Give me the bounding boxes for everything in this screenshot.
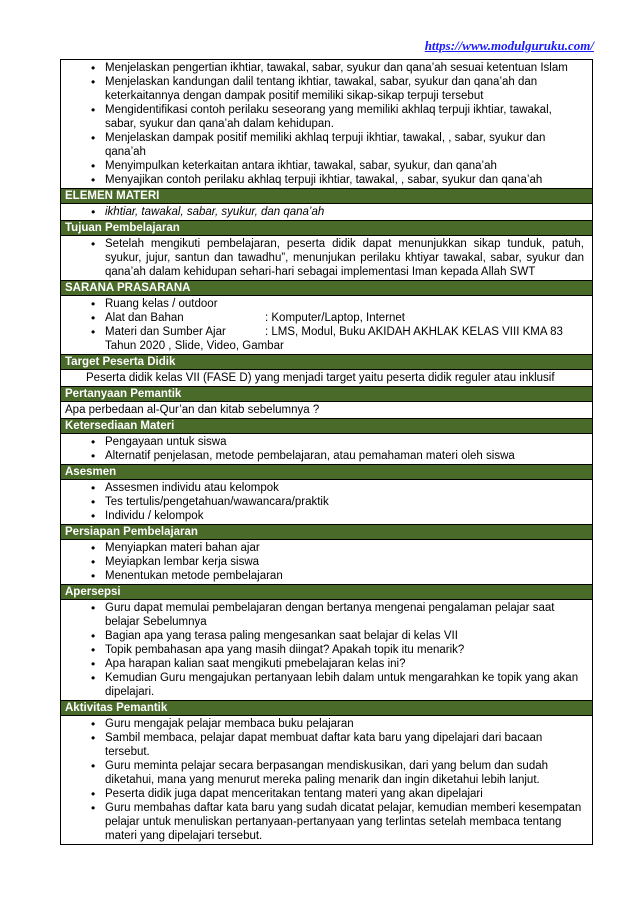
section-heading-pertanyaan: Pertanyaan Pemantik	[61, 386, 592, 401]
list-item: • Ruang kelas / outdoor	[65, 297, 588, 311]
persiapan-section	[61, 539, 592, 584]
list-item: • Pengayaan untuk siswa	[65, 435, 588, 449]
list-item: • Menjelaskan dampak positif memiliki akhlaq terpuji ikhtiar, tawakal, , sabar, syukur dan qana’ah	[65, 131, 588, 159]
materi-value: : LMS, Modul, Buku AKIDAH AKHLAK KELAS VIII KMA 83	[265, 326, 563, 338]
section-heading-elemen-materi: ELEMEN MATERI	[61, 188, 592, 203]
alat-label: • Alat dan Bahan	[105, 312, 184, 324]
section-heading-asesmen: Asesmen	[61, 464, 592, 479]
target-text: Peserta didik kelas VII (FASE D) yang menjadi target yaitu peserta didik reguler atau inklusif	[61, 369, 592, 386]
list-item: • Guru membahas daftar kata baru yang sudah dicatat pelajar, kemudian memberi kesempatan pelajar untuk menuliskan pertanyaan-pertanyaan yang terlintas setelah membaca tentang materi yang dipelajari tersebut.	[65, 801, 588, 843]
pertanyaan-text: Apa perbedaan al-Qur’an dan kitab sebelumnya ?	[61, 401, 592, 418]
list-item: • Mengidentifikasi contoh perilaku seseorang yang memiliki akhlaq terpuji ikhtiar, tawakal, sabar, syukur dan qana’ah dalam kehidupan.	[65, 103, 588, 131]
section-heading-tujuan-pembelajaran: Tujuan Pembelajaran	[61, 220, 592, 235]
section-heading-target: Target Peserta Didik	[61, 354, 592, 369]
list-item: • Setelah mengikuti pembelajaran, peserta didik dapat menunjukkan sikap tunduk, patuh, syukur, jujur, santun dan tawadhu”, menunjukan perilaku khtiyar tawakal, sabar, syukur dan qana’ah dalam kehidupan sehari-hari sebagai implementasi Iman kepada Allah SWT	[65, 237, 588, 279]
list-item	[65, 325, 588, 353]
list-item: • Menjelaskan kandungan dalil tentang ikhtiar, tawakal, sabar, syukur dan qana’ah dan keterkaitannya dengan dampak positif memiliki sikap-sikap terpuji tersebut	[65, 75, 588, 103]
ketersediaan-section	[61, 433, 592, 464]
list-item: • Alternatif penjelasan, metode pembelajaran, atau pemahaman materi oleh siswa	[65, 449, 588, 463]
materi-value-continued: Tahun 2020 , Slide, Video, Gambar	[105, 340, 284, 352]
section-heading-aktivitas: Aktivitas Pemantik	[61, 700, 592, 715]
list-item: • Menjelaskan pengertian ikhtiar, tawakal, sabar, syukur dan qana’ah sesuai ketentuan Islam	[65, 61, 588, 75]
website-link[interactable]: https://www.modulguruku.com/	[424, 38, 594, 53]
list-item: • Sambil membaca, pelajar dapat membuat daftar kata baru yang dipelajari dari bacaan tersebut.	[65, 731, 588, 759]
aktivitas-section	[61, 715, 592, 844]
elemen-materi-section	[61, 203, 592, 220]
lesson-plan-table	[60, 59, 593, 845]
list-item: • Guru dapat memulai pembelajaran dengan bertanya mengenai pengalaman pelajar saat belajar Sebelumnya	[65, 601, 588, 629]
list-item: • Peserta didik juga dapat menceritakan tentang materi yang akan dipelajari	[65, 787, 588, 801]
apersepsi-section	[61, 599, 592, 700]
section-heading-apersepsi: Apersepsi	[61, 584, 592, 599]
list-item: • Meyiapkan lembar kerja siswa	[65, 555, 588, 569]
list-item: • Bagian apa yang terasa paling mengesankan saat belajar di kelas VII	[65, 629, 588, 643]
list-item: • ikhtiar, tawakal, sabar, syukur, dan qana’ah	[65, 205, 588, 219]
list-item	[65, 311, 588, 325]
list-item: • Tes tertulis/pengetahuan/wawancara/praktik	[65, 495, 588, 509]
tujuan-pembelajaran-section	[61, 235, 592, 280]
section-heading-sarana: SARANA PRASARANA	[61, 280, 592, 295]
list-item: • Individu / kelompok	[65, 509, 588, 523]
materi-label: • Materi dan Sumber Ajar	[105, 326, 226, 338]
tujuan-list	[65, 61, 588, 187]
list-item: • Menyiapkan materi bahan ajar	[65, 541, 588, 555]
list-item: • Apa harapan kalian saat mengikuti pmebelajaran kelas ini?	[65, 657, 588, 671]
list-item: • Kemudian Guru mengajukan pertanyaan lebih dalam untuk mengarahkan ke topik yang akan dipelajari.	[65, 671, 588, 699]
list-item: • Menyajikan contoh perilaku akhlaq terpuji ikhtiar, tawakal, , sabar, syukur dan qana’ah	[65, 173, 588, 187]
list-item: • Topik pembahasan apa yang masih diingat? Apakah topik itu menarik?	[65, 643, 588, 657]
sarana-section	[61, 295, 592, 354]
list-item: • Guru mengajak pelajar membaca buku pelajaran	[65, 717, 588, 731]
section-heading-ketersediaan: Ketersediaan Materi	[61, 418, 592, 433]
list-item: • Menentukan metode pembelajaran	[65, 569, 588, 583]
asesmen-section	[61, 479, 592, 524]
tujuan-list-section	[61, 60, 592, 188]
list-item: • Menyimpulkan keterkaitan antara ikhtiar, tawakal, sabar, syukur, dan qana’ah	[65, 159, 588, 173]
list-item: • Guru meminta pelajar secara berpasangan mendiskusikan, dari yang belum dan sudah diketahui, mana yang menurut mereka paling menarik dan ingin diketahui lebih lanjut.	[65, 759, 588, 787]
section-heading-persiapan: Persiapan Pembelajaran	[61, 524, 592, 539]
list-item: • Assesmen individu atau kelompok	[65, 481, 588, 495]
alat-value: : Komputer/Laptop, Internet	[265, 312, 406, 324]
